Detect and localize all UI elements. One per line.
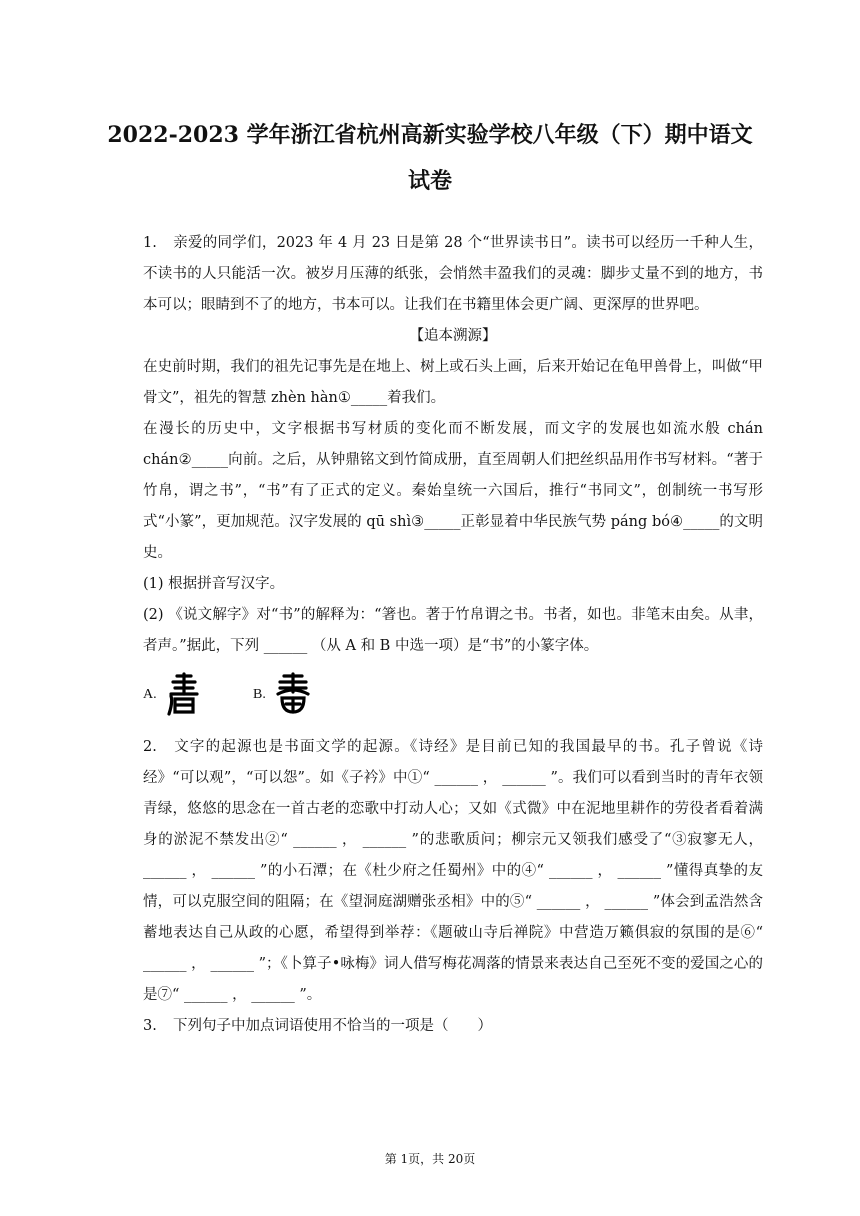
question-1-paragraph-1: 在史前时期，我们的祖先记事先是在地上、树上或石头上画，后来开始记在龟甲兽骨上，叫做“甲骨文”，祖先的智慧 zhèn hàn①_____着我们。 [143,359,763,406]
option-a[interactable] [143,672,203,716]
page-footer: 第 1页，共 20页 [384,1152,476,1166]
option-a-label: A. [143,686,157,702]
question-2: 2. 文字的起源也是书面文学的起源。《诗经》是目前已知的我国最早的书。孔子曾说《诗经》“可以观”，“可以怨”。如《子衿》中①“ ______ ， ______ ”。我们可以看到当时的青年衣领青绿，悠悠的思念在一首古老的恋歌中打动人心；又如《式微》中在泥地里耕作的劳役者看着满身的淤泥不禁发出②“ ______ ， ______ ”的悲歌质问；柳宗元又领我们感受了“③寂寥无人， ______ ， ______ ”的小石潭；在《杜少府之任蜀州》中的④“ ______ ， ______ ”懂得真挚的友情，可以克服空间的阻隔；在《望洞庭湖赠张丞相》中的⑤“ ______ ， ______ ”体会到孟浩然含蓄地表达自己从政的心愿，希望得到举荐：《题破山寺后禅院》中营造万籁俱寂的氛围的是⑥“ ______ ， ______ ”；《卜算子•咏梅》词人借写梅花凋落的情景来表达自己至死不变的爱国之心的是⑦“ ______ ， ______ ”。 [143,732,763,1011]
document-title [60,112,800,204]
option-b[interactable] [253,672,312,716]
seal-glyph-a-icon [165,672,203,716]
question-number: 1. [143,235,157,251]
document-body [143,228,763,1042]
option-b-label: B. [253,686,266,702]
question-1-paragraph-2: 在漫长的历史中，文字根据书写材质的变化而不断发展，而文字的发展也如流水般 chán chán②_____向前。之后，从钟鼎铭文到竹简成册，直至周朝人们把丝织品用作书写材料。“著于竹帛，谓之书”，“书”有了正式的定义。秦始皇统一六国后，推行“书同文”，创制统一书写形式“小篆”，更加规范。汉字发展的 qū shì③_____正彰显着中华民族气势 páng bó④_____的文明史。 [143,421,763,561]
question-1-sub-1: (1) 根据拼音写汉字。 [143,576,285,592]
question-number: 2. [143,739,157,755]
section-heading: 【追本溯源】 [409,328,497,344]
question-1-sub-2: (2) 《说文解字》对“书”的解释为：“箸也。著于竹帛谓之书。书者，如也。非笔末由矣。从聿，者声。”据此，下列 ______ （从 A 和 B 中选一项）是“书”的小篆字体。 [143,607,763,654]
question-1-intro: 1. 亲爱的同学们，2023 年 4 月 23 日是第 28 个“世界读书日”。读书可以经历一千种人生，不读书的人只能活一次。被岁月压薄的纸张，会悄然丰盈我们的灵魂：脚步丈量不到的地方，书本可以；眼睛到不了的地方，书本可以。让我们在书籍里体会更广阔、更深厚的世界吧。 [143,228,763,321]
title-line-1: 2022-2023 学年浙江省杭州高新实验学校八年级（下）期中语文 [107,122,753,148]
question-3: 3. 下列句子中加点词语使用不恰当的一项是（ ） [143,1011,763,1042]
question-number: 3. [143,1018,157,1034]
seal-glyph-b-icon [274,672,312,716]
title-line-2: 试卷 [407,168,452,194]
seal-script-options [143,666,763,730]
